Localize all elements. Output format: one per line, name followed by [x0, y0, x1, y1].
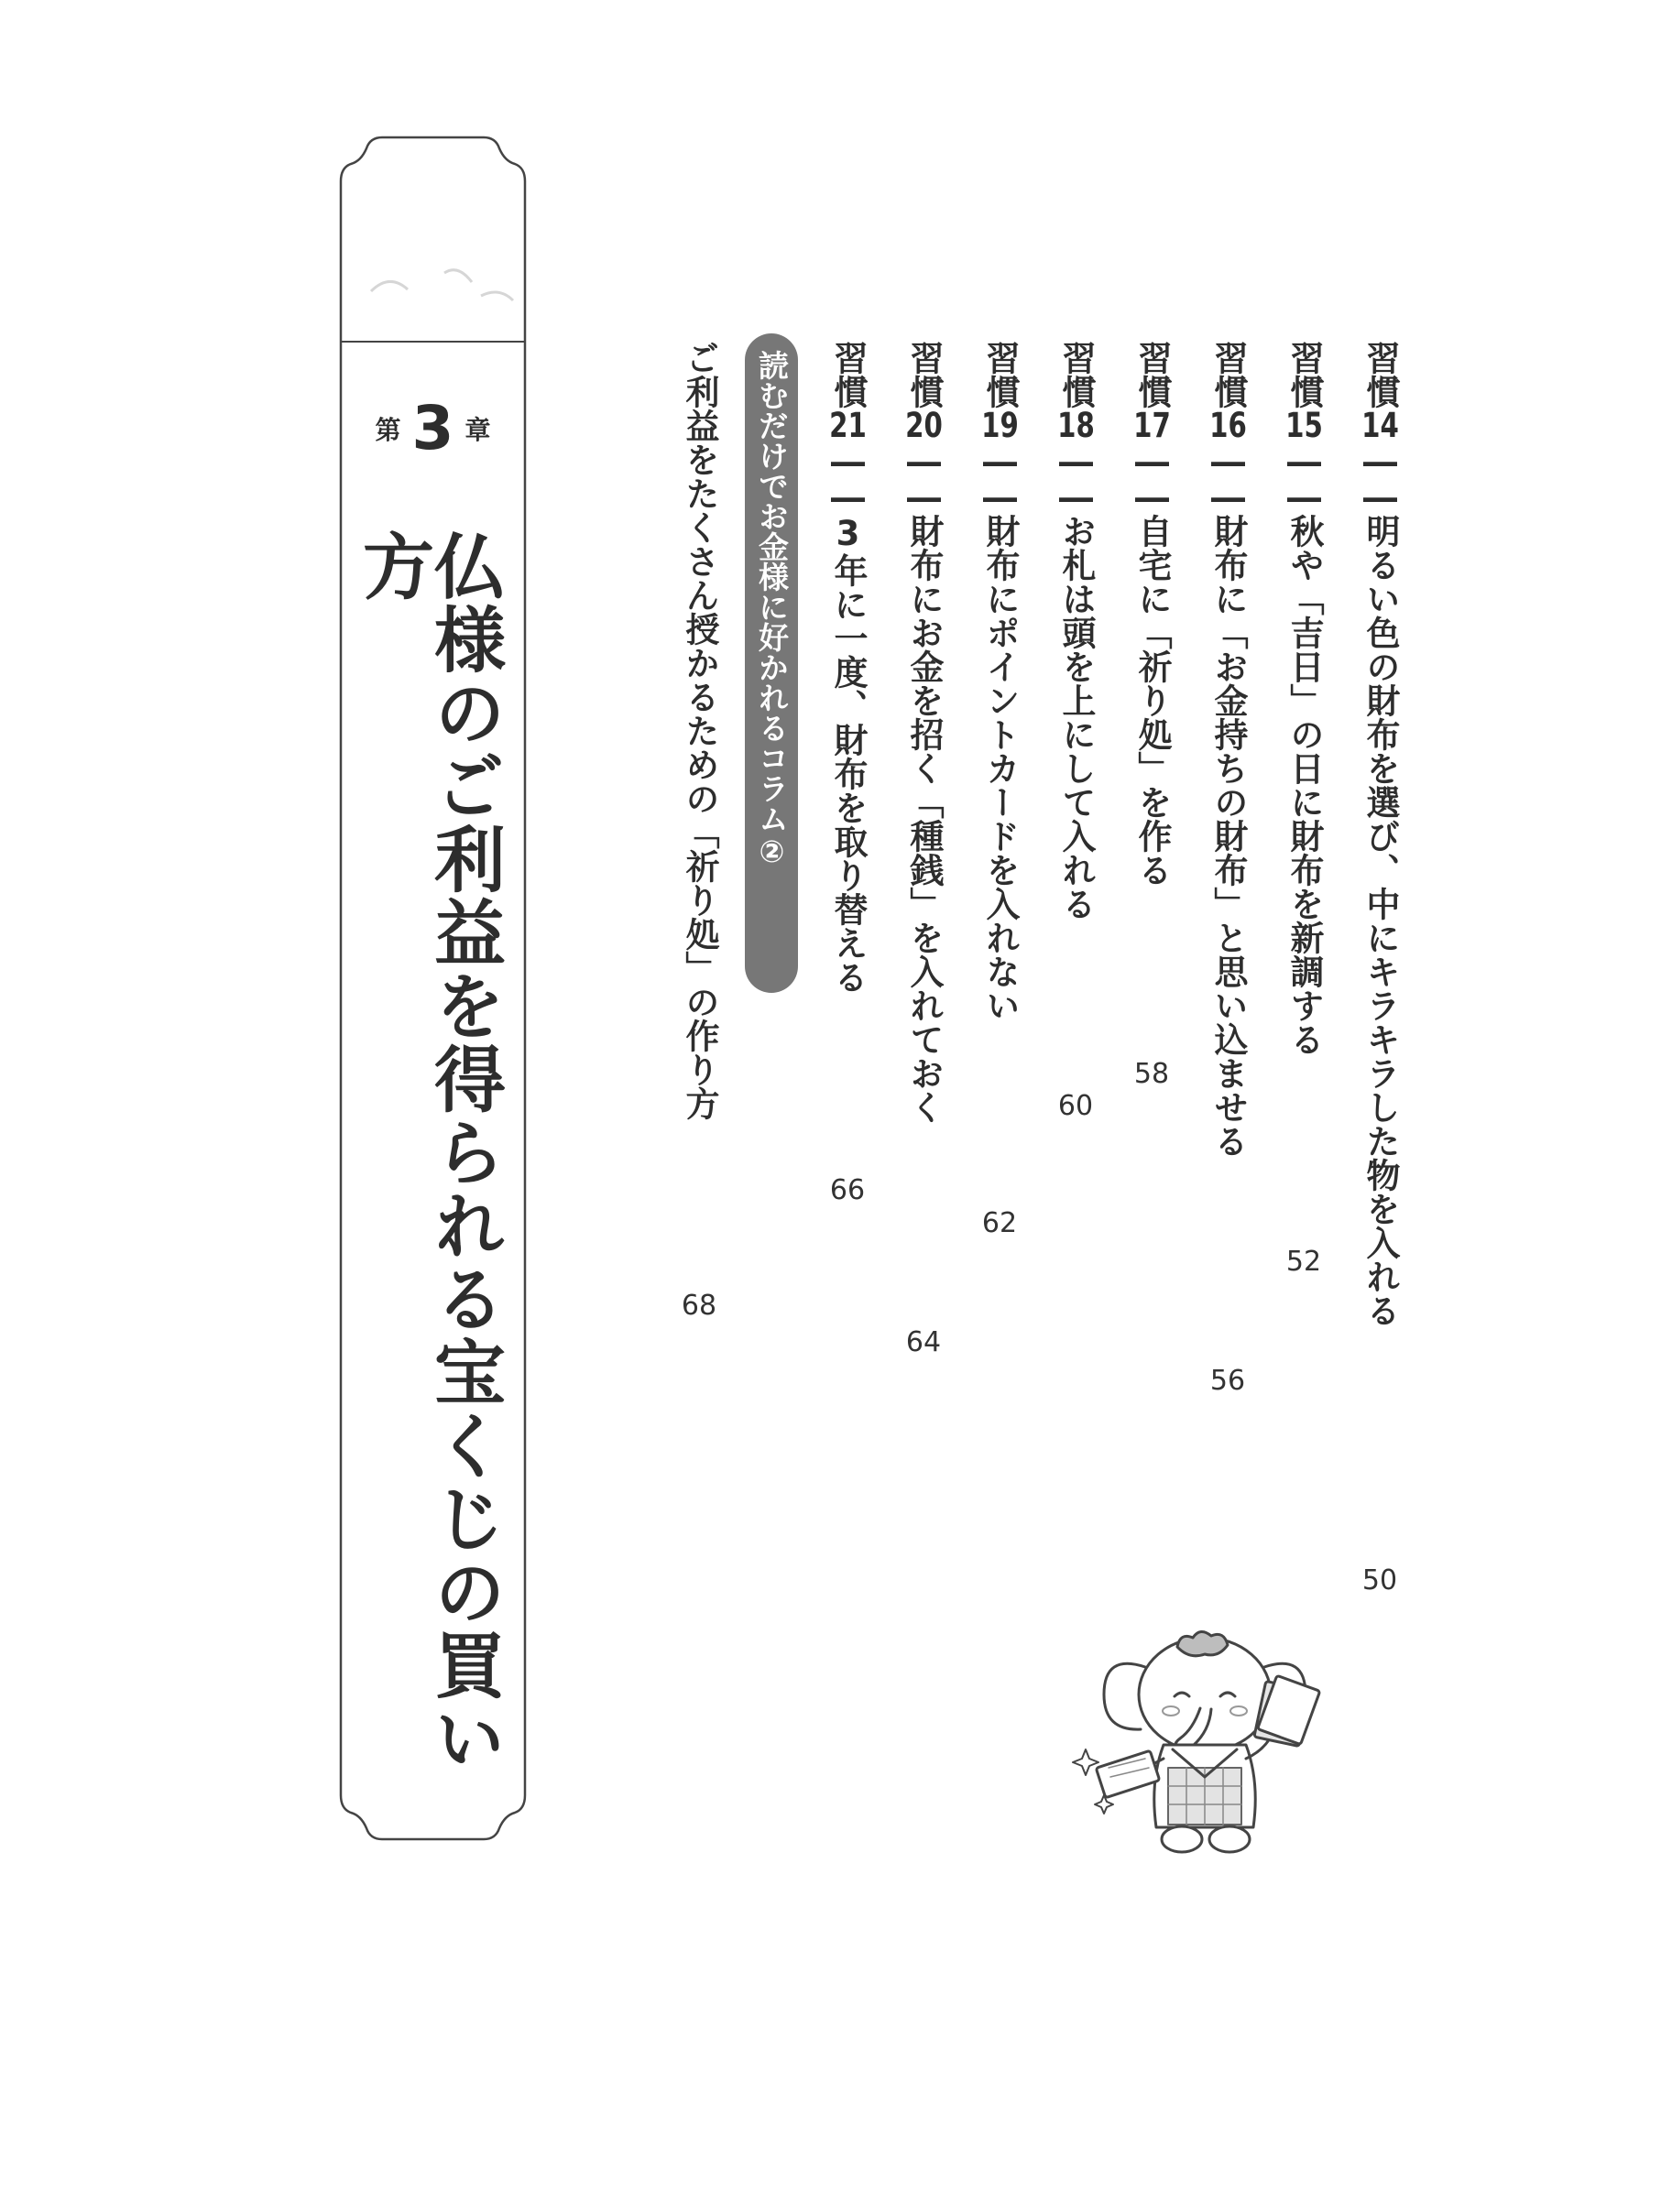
- entry-text: 財布にお金を招く「種銭」を入れておく: [904, 514, 944, 1124]
- dash-separator: ――: [1208, 442, 1248, 514]
- chapter-number-label: [334, 392, 531, 465]
- dash-separator: ――: [1132, 442, 1172, 514]
- dash-separator: ――: [828, 442, 868, 514]
- toc-entry-habit-21[interactable]: [822, 341, 873, 1605]
- habit-number: 17: [1133, 409, 1171, 442]
- page-number-habit-15: 52: [1285, 1246, 1322, 1278]
- chapter-title: [351, 529, 505, 1793]
- entry-text: ご利益をたくさん授かるための「祈り処」の作り方: [680, 341, 719, 1120]
- chapter-title-text: 仏様のご利益を得られる宝くじの買い方: [351, 529, 505, 1775]
- toc-entry-column[interactable]: [673, 341, 725, 1605]
- page-number-habit-21: 66: [829, 1174, 866, 1206]
- column-label: 読むだけでお金様に好かれるコラム②: [754, 350, 790, 869]
- page-number-habit-14: 50: [1361, 1564, 1398, 1596]
- habit-label: 習慣: [1360, 341, 1400, 409]
- page-number-habit-17: 58: [1133, 1058, 1170, 1090]
- habit-label: 習慣: [1056, 341, 1096, 409]
- dash-separator: ――: [904, 442, 944, 514]
- habit-number: 20: [905, 409, 943, 442]
- habit-label: 習慣: [904, 341, 944, 409]
- toc-entry-habit-14[interactable]: [1354, 341, 1405, 1605]
- habit-number: 14: [1361, 409, 1399, 442]
- habit-number: 18: [1057, 409, 1095, 442]
- toc-entry-habit-16[interactable]: [1202, 341, 1253, 1605]
- page-number-habit-16: 56: [1209, 1365, 1246, 1397]
- habit-label: 習慣: [828, 341, 868, 409]
- entry-text: 財布に「お金持ちの財布」と思い込ませる: [1208, 514, 1248, 1158]
- entry-text: 秋や「吉日」の日に財布を新調する: [1284, 514, 1324, 1056]
- chapter-prefix: 第: [375, 415, 401, 445]
- page-number-habit-18: 60: [1057, 1090, 1094, 1122]
- dash-separator: ――: [1284, 442, 1324, 514]
- habit-label: 習慣: [1132, 341, 1172, 409]
- elephant-mascot-icon: [1072, 1621, 1338, 1869]
- toc-entry-habit-17[interactable]: [1126, 341, 1177, 1605]
- toc-entry-habit-15[interactable]: [1278, 341, 1329, 1605]
- dash-separator: ――: [980, 442, 1020, 514]
- entry-text: 財布にポイントカードを入れない: [980, 514, 1020, 1022]
- chapter-suffix: 章: [464, 415, 491, 445]
- chapter-number: 3: [411, 393, 454, 463]
- toc-entry-habit-19[interactable]: [974, 341, 1025, 1605]
- entry-text: 明るい色の財布を選び、中にキラキラした物を入れる: [1360, 514, 1400, 1327]
- habit-label: 習慣: [1284, 341, 1324, 409]
- chapter-frame: [334, 136, 531, 1841]
- page-number-column: 68: [681, 1290, 717, 1322]
- toc-entry-habit-18[interactable]: [1050, 341, 1101, 1605]
- column-label-pill: [745, 333, 798, 993]
- habit-label: 習慣: [1208, 341, 1248, 409]
- habit-number: 16: [1209, 409, 1247, 442]
- dash-separator: ――: [1360, 442, 1400, 514]
- page-number-habit-19: 62: [981, 1207, 1018, 1239]
- habit-label: 習慣: [980, 341, 1020, 409]
- entry-text: 自宅に「祈り処」を作る: [1132, 514, 1172, 887]
- habit-number: 19: [981, 409, 1019, 442]
- entry-text: お札は頭を上にして入れる: [1056, 514, 1096, 921]
- dash-separator: ――: [1056, 442, 1096, 514]
- toc-entry-habit-20[interactable]: [898, 341, 949, 1605]
- habit-number: 21: [829, 409, 867, 442]
- page-number-habit-20: 64: [905, 1326, 942, 1358]
- entry-text: 3年に一度、財布を取り替える: [828, 514, 868, 994]
- habit-number: 15: [1285, 409, 1323, 442]
